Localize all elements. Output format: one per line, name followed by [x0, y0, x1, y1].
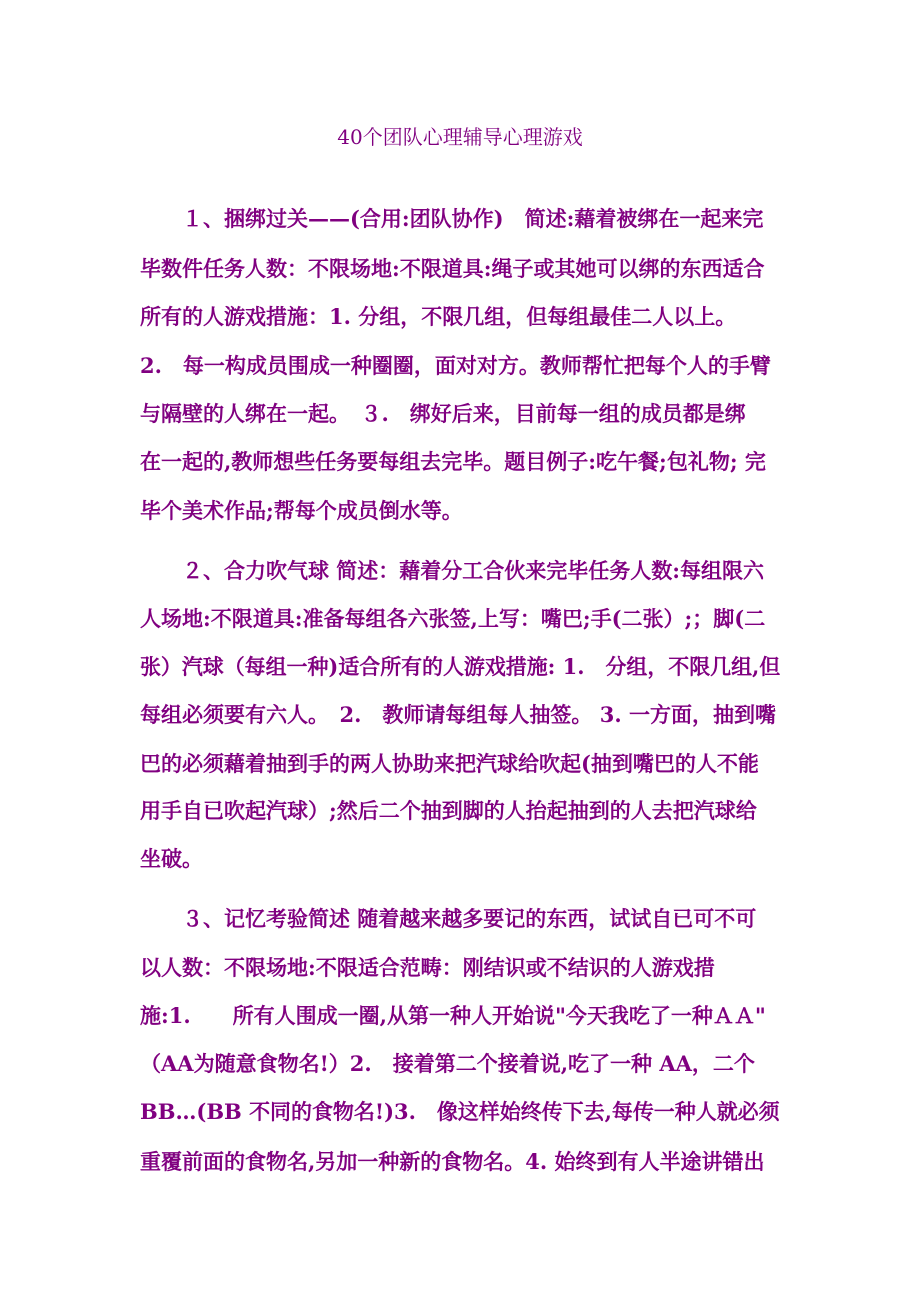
paragraph-1-line-6: 在一起的,教师想些任务要每组去完毕。题目例子:吃午餐;包礼物; 完	[140, 449, 766, 474]
paragraph-2-line-4: 每组必须要有六人。 2. 教师请每组每人抽签。 3. 一方面，抽到嘴	[140, 702, 776, 727]
paragraph-1-line-3: 所有的人游戏措施：1. 分组，不限几组，但每组最佳二人以上。	[140, 304, 737, 329]
paragraph-3-line-5: BB…(BB 不同的食物名!)3. 像这样始终传下去,每传一种人就必须	[140, 1099, 780, 1124]
paragraph-3-line-2: 以人数：不限场地:不限适合范畴：刚结识或不结识的人游戏措	[140, 955, 715, 980]
paragraph-3-line-4: （AA为随意食物名!）2. 接着第二个接着说,吃了一种 AA，二个	[140, 1051, 755, 1076]
paragraph-1-line-2: 毕数件任务人数：不限场地:不限道具:绳子或其她可以绑的东西适合	[140, 256, 765, 281]
paragraph-3-line-1: ３、记忆考验简述 随着越来越多要记的东西，试试自已可不可	[140, 906, 757, 931]
paragraph-1-line-5: 与隔壁的人绑在一起。 ３. 绑好后来，目前每一组的成员都是绑	[140, 401, 746, 426]
paragraph-1-line-4: 2. 每一构成员围成一种圈圈，面对对方。教师帮忙把每个人的手臂	[140, 353, 771, 378]
paragraph-2-line-6: 用手自已吹起汽球）;然后二个抽到脚的人抬起抽到的人去把汽球给	[140, 798, 757, 823]
paragraph-2-line-7: 坐破。	[140, 846, 203, 871]
paragraph-2-line-5: 巴的必须藉着抽到手的两人协助来把汽球给吹起(抽到嘴巴的人不能	[140, 751, 759, 776]
paragraph-2-line-2: 人场地:不限道具:准备每组各六张签,上写：嘴巴;手(二张）;；脚(二	[140, 606, 766, 631]
paragraph-1-line-1: １、捆绑过关——(合用:团队协作) 简述:藉着被绑在一起来完	[140, 206, 764, 231]
paragraph-2-line-3: 张）汽球（每组一种)适合所有的人游戏措施: 1. 分组，不限几组,但	[140, 654, 781, 679]
paragraph-3-line-3: 施:1. 所有人围成一圈,从第一种人开始说"今天我吃了一种ＡＡ"	[140, 1003, 766, 1028]
document-title: 40个团队心理辅导心理游戏	[337, 125, 583, 149]
paragraph-1-line-7: 毕个美术作品;帮每个成员倒水等。	[140, 498, 463, 523]
paragraph-3-line-6: 重覆前面的食物名,另加一种新的食物名。4. 始终到有人半途讲错出	[140, 1149, 765, 1174]
paragraph-2-line-1: ２、合力吹气球 简述：藉着分工合伙来完毕任务人数:每组限六	[140, 558, 765, 583]
